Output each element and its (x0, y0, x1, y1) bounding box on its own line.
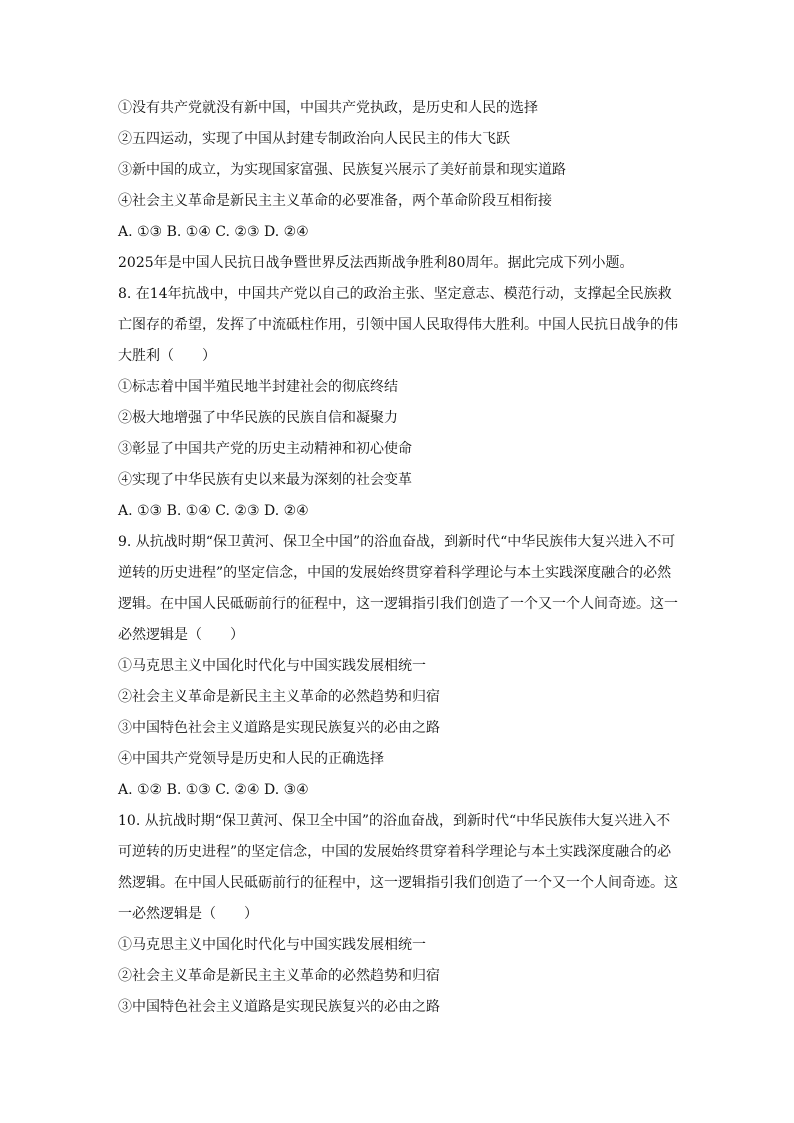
option-line: ③新中国的成立，为实现国家富强、民族复兴展示了美好前景和现实道路 (118, 162, 566, 178)
option-line: ④社会主义革命是新民主主义革命的必要准备，两个革命阶段互相衔接 (118, 193, 552, 209)
question-stem-line: 可逆转的历史进程”的坚定信念，中国的发展始终贯穿着科学理论与本土实践深度融合的必 (118, 844, 672, 860)
question-7-options (118, 98, 678, 242)
question-10 (118, 811, 678, 1017)
option-line: ①马克思主义中国化时代化与中国实践发展相统一 (118, 658, 426, 674)
option-line: ②极大地增强了中华民族的民族自信和凝聚力 (118, 410, 398, 426)
answer-choices: A. ①③ B. ①④ C. ②③ D. ②④ (118, 503, 309, 519)
question-stem-line: 8. 在14年抗战中，中国共产党以自己的政治主张、坚定意志、模范行动，支撑起全民族救 (118, 286, 672, 302)
option-line: ③中国特色社会主义道路是实现民族复兴的必由之路 (118, 999, 440, 1015)
question-stem-line: 亡图存的希望，发挥了中流砥柱作用，引领中国人民取得伟大胜利。中国人民抗日战争的伟 (118, 317, 678, 333)
document-content (118, 98, 678, 1028)
option-line: ④实现了中华民族有史以来最为深刻的社会变革 (118, 472, 412, 488)
question-stem-line: 大胜利（ ） (118, 348, 216, 364)
option-line: ③彰显了中国共产党的历史主动精神和初心使命 (118, 441, 412, 457)
question-8 (118, 284, 678, 521)
question-stem-line: 一必然逻辑是（ ） (118, 906, 258, 922)
option-line: ②五四运动，实现了中国从封建专制政治向人民民主的伟大飞跃 (118, 131, 510, 147)
option-line: ①没有共产党就没有新中国，中国共产党执政，是历史和人民的选择 (118, 100, 538, 116)
option-line: ④中国共产党领导是历史和人民的正确选择 (118, 751, 384, 767)
question-9 (118, 532, 678, 800)
question-stem-line: 逆转的历史进程”的坚定信念，中国的发展始终贯穿着科学理论与本土实践深度融合的必然 (118, 565, 672, 581)
question-stem-line: 9. 从抗战时期“保卫黄河、保卫全中国”的浴血奋战，到新时代“中华民族伟大复兴进入不可 (118, 534, 676, 550)
option-line: ③中国特色社会主义道路是实现民族复兴的必由之路 (118, 720, 440, 736)
answer-choices: A. ①② B. ①③ C. ②④ D. ③④ (118, 782, 309, 798)
answer-choices: A. ①③ B. ①④ C. ②③ D. ②④ (118, 224, 309, 240)
question-stem-line: 逻辑。在中国人民砥砺前行的征程中，这一逻辑指引我们创造了一个又一个人间奇迹。这一 (118, 596, 678, 612)
option-line: ①马克思主义中国化时代化与中国实践发展相统一 (118, 937, 426, 953)
question-stem-line: 必然逻辑是（ ） (118, 627, 244, 643)
question-stem-line: 然逻辑。在中国人民砥砺前行的征程中，这一逻辑指引我们创造了一个又一个人间奇迹。这 (118, 875, 678, 891)
section-intro: 2025年是中国人民抗日战争暨世界反法西斯战争胜利80周年。据此完成下列小题。 (118, 255, 634, 271)
question-stem-line: 10. 从抗战时期“保卫黄河、保卫全中国”的浴血奋战，到新时代“中华民族伟大复兴进入不 (118, 813, 671, 829)
option-line: ①标志着中国半殖民地半封建社会的彻底终结 (118, 379, 398, 395)
option-line: ②社会主义革命是新民主主义革命的必然趋势和归宿 (118, 968, 440, 984)
option-line: ②社会主义革命是新民主主义革命的必然趋势和归宿 (118, 689, 440, 705)
